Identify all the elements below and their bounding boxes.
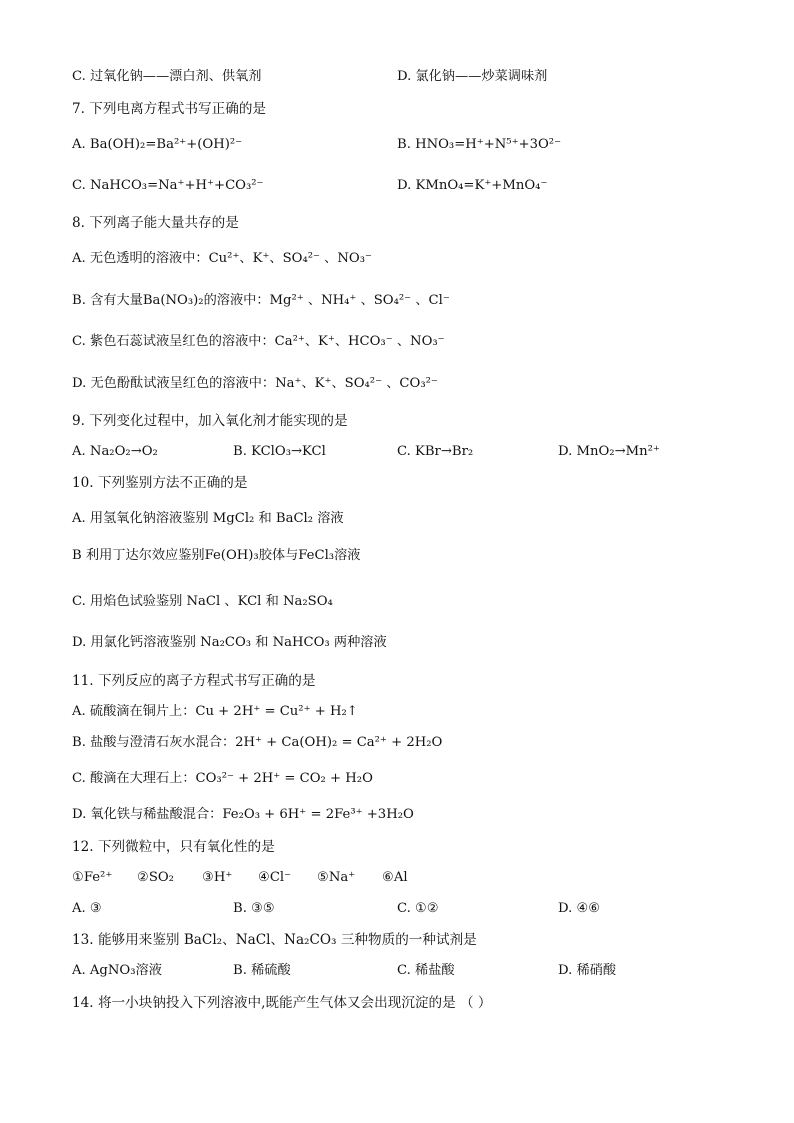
option-12c: C. ①②: [397, 901, 439, 916]
option-6c: C. 过氧化钠——漂白剂、供氧剂: [72, 69, 262, 84]
option-13b: B. 稀硫酸: [233, 963, 291, 978]
option-9c: C. KBr→Br₂: [397, 444, 474, 459]
question-11: 11. 下列反应的离子方程式书写正确的是: [72, 673, 316, 689]
option-8b: B. 含有大量Ba(NO₃)₂的溶液中：Mg²⁺ 、NH₄⁺ 、SO₄²⁻ 、Cl⁻: [72, 293, 450, 308]
species-6: ⑥Al: [382, 870, 408, 885]
option-11d: D. 氧化铁与稀盐酸混合：Fe₂O₃ + 6H⁺ = 2Fe³⁺ +3H₂O: [72, 807, 414, 822]
species-1: ①Fe²⁺: [72, 870, 113, 885]
option-7c: C. NaHCO₃=Na⁺+H⁺+CO₃²⁻: [72, 178, 264, 193]
question-9: 9. 下列变化过程中，加入氧化剂才能实现的是: [72, 413, 348, 429]
option-13c: C. 稀盐酸: [397, 963, 455, 978]
option-8c: C. 紫色石蕊试液呈红色的溶液中：Ca²⁺、K⁺、HCO₃⁻ 、NO₃⁻: [72, 334, 445, 349]
option-11a: A. 硫酸滴在铜片上：Cu + 2H⁺ = Cu²⁺ + H₂↑: [72, 704, 358, 719]
option-9d: D. MnO₂→Mn²⁺: [558, 444, 660, 459]
species-2: ②SO₂: [137, 870, 174, 885]
option-11b: B. 盐酸与澄清石灰水混合：2H⁺ + Ca(OH)₂ = Ca²⁺ + 2H₂O: [72, 735, 443, 750]
option-11c: C. 酸滴在大理石上：CO₃²⁻ + 2H⁺ = CO₂ + H₂O: [72, 771, 373, 786]
option-10a: A. 用氢氧化钠溶液鉴别 MgCl₂ 和 BaCl₂ 溶液: [72, 511, 344, 526]
option-12d: D. ④⑥: [558, 901, 601, 916]
option-8a: A. 无色透明的溶液中：Cu²⁺、K⁺、SO₄²⁻ 、NO₃⁻: [72, 251, 372, 266]
option-7b: B. HNO₃=H⁺+N⁵⁺+3O²⁻: [397, 137, 562, 152]
option-13d: D. 稀硝酸: [558, 963, 617, 978]
question-7: 7. 下列电离方程式书写正确的是: [72, 101, 267, 117]
question-12: 12. 下列微粒中，只有氧化性的是: [72, 839, 275, 855]
species-3: ③H⁺: [202, 870, 233, 885]
question-8: 8. 下列离子能大量共存的是: [72, 215, 239, 231]
question-14: 14. 将一小块钠投入下列溶液中,既能产生气体又会出现沉淀的是 （ ）: [72, 995, 492, 1011]
option-8d: D. 无色酚酞试液呈红色的溶液中：Na⁺、K⁺、SO₄²⁻ 、CO₃²⁻: [72, 376, 438, 391]
species-5: ⑤Na⁺: [317, 870, 356, 885]
option-10c: C. 用焰色试验鉴别 NaCl 、KCl 和 Na₂SO₄: [72, 594, 333, 609]
species-4: ④Cl⁻: [258, 870, 292, 885]
option-10b: B 利用丁达尔效应鉴别Fe(OH)₃胶体与FeCl₃溶液: [72, 548, 361, 563]
option-7d: D. KMnO₄=K⁺+MnO₄⁻: [397, 178, 548, 193]
option-13a: A. AgNO₃溶液: [72, 963, 162, 978]
option-7a: A. Ba(OH)₂=Ba²⁺+(OH)²⁻: [72, 137, 243, 152]
option-12a: A. ③: [72, 901, 102, 916]
question-10: 10. 下列鉴别方法不正确的是: [72, 475, 248, 491]
option-9a: A. Na₂O₂→O₂: [72, 444, 158, 459]
option-10d: D. 用氯化钙溶液鉴别 Na₂CO₃ 和 NaHCO₃ 两种溶液: [72, 635, 387, 650]
option-12b: B. ③⑤: [233, 901, 275, 916]
option-6d: D. 氯化钠——炒菜调味剂: [397, 69, 548, 84]
question-13: 13. 能够用来鉴别 BaCl₂、NaCl、Na₂CO₃ 三种物质的一种试剂是: [72, 932, 477, 948]
option-9b: B. KClO₃→KCl: [233, 444, 326, 459]
